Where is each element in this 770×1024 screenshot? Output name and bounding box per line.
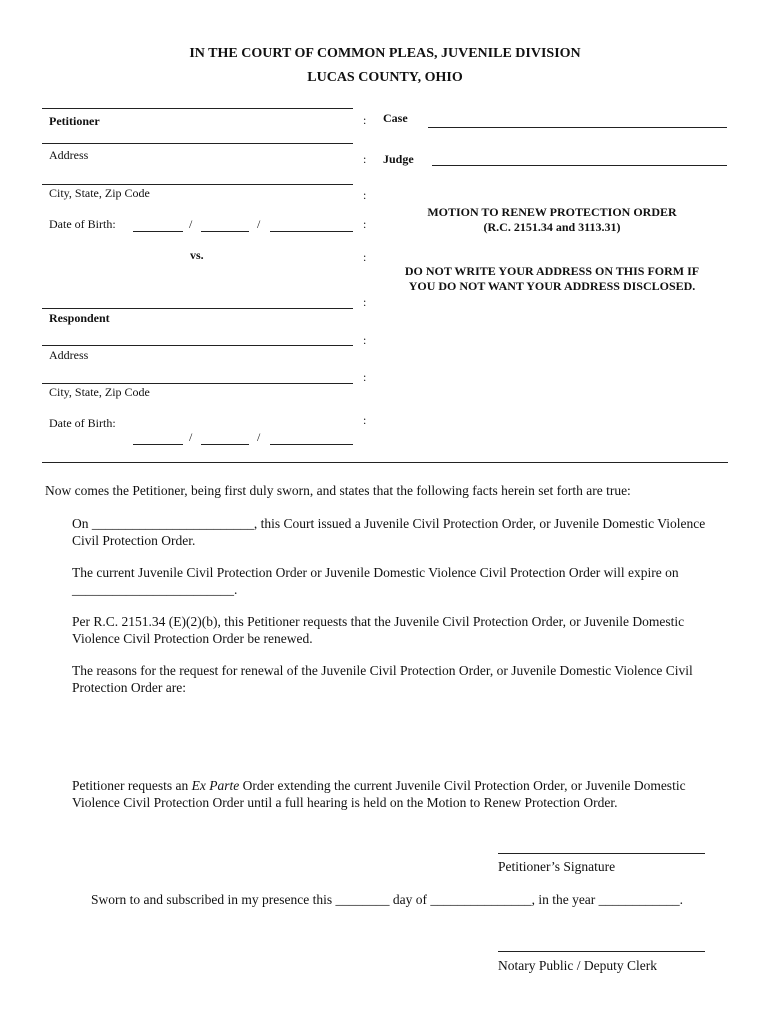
respondent-city-label: City, State, Zip Code: [49, 385, 150, 399]
county-title: LUCAS COUNTY, OHIO: [307, 70, 463, 85]
issue-date-paragraph: On ________________________, this Court issued a Juvenile Civil Protection Order, or Juvenile Domestic Violence Civil Protection Order.: [72, 516, 706, 548]
caption-colon: :: [363, 217, 367, 231]
respondent-dob-year[interactable]: [270, 444, 353, 445]
respondent-label: Respondent: [49, 311, 110, 325]
respondent-name-line[interactable]: [42, 308, 353, 309]
address-warning: YOU DO NOT WANT YOUR ADDRESS DISCLOSED.: [408, 279, 696, 293]
petitioner-name-line[interactable]: [42, 108, 353, 109]
judge-field[interactable]: [432, 165, 727, 166]
ex-parte-paragraph: Petitioner requests an Ex Parte Order extending the current Juvenile Civil Protection Order, or Juvenile Domestic Violence Civil Protection Order until a full hearing is held on the Motion to Renew Protection Order.: [72, 778, 686, 810]
respondent-dob-label: Date of Birth:: [49, 416, 116, 430]
notary-signature-line[interactable]: [498, 951, 705, 952]
dob-slash: /: [189, 430, 193, 444]
respondent-address-label: Address: [49, 348, 89, 362]
expiration-paragraph: The current Juvenile Civil Protection Order or Juvenile Domestic Violence Civil Protection Order will expire on ________________________.: [72, 565, 679, 597]
judge-label: Judge: [383, 152, 414, 166]
petitioner-address-label: Address: [49, 148, 89, 162]
caption-colon: :: [363, 113, 367, 127]
motion-title: MOTION TO RENEW PROTECTION ORDER: [427, 205, 677, 219]
respondent-city-line[interactable]: [42, 383, 353, 384]
caption-colon: :: [363, 152, 367, 166]
renewal-request-paragraph: Per R.C. 2151.34 (E)(2)(b), this Petitioner requests that the Juvenile Civil Protection Order, or Juvenile Domestic Violence Civil Protection Order be renewed.: [72, 614, 685, 646]
caption-colon: :: [363, 250, 367, 264]
motion-statute: (R.C. 2151.34 and 3113.31): [483, 220, 621, 234]
petitioner-address-line[interactable]: [42, 143, 353, 144]
petitioner-dob-month[interactable]: [133, 231, 183, 232]
petitioner-city-label: City, State, Zip Code: [49, 186, 150, 200]
caption-colon: :: [363, 333, 367, 347]
address-warning: DO NOT WRITE YOUR ADDRESS ON THIS FORM IF: [404, 264, 700, 278]
respondent-address-line[interactable]: [42, 345, 353, 346]
notary-signature-label: Notary Public / Deputy Clerk: [498, 958, 657, 973]
petitioner-signature-line[interactable]: [498, 853, 705, 854]
petitioner-dob-year[interactable]: [270, 231, 353, 232]
dob-slash: /: [257, 217, 261, 231]
petitioner-signature-label: Petitioner’s Signature: [498, 859, 616, 874]
issue-date-blank[interactable]: ________________________: [91, 516, 254, 531]
court-title: IN THE COURT OF COMMON PLEAS, JUVENILE DIVISION: [189, 46, 581, 61]
petitioner-label: Petitioner: [49, 114, 100, 128]
caption-colon: :: [363, 413, 367, 427]
petitioner-city-line[interactable]: [42, 184, 353, 185]
vs-label: vs.: [190, 248, 204, 262]
petitioner-dob-day[interactable]: [201, 231, 249, 232]
expiration-date-blank[interactable]: ________________________.: [72, 582, 238, 597]
petitioner-dob-label: Date of Birth:: [49, 217, 116, 231]
caption-colon: :: [363, 370, 367, 384]
intro-paragraph: Now comes the Petitioner, being first duly sworn, and states that the following facts herein set forth are true:: [45, 483, 631, 498]
dob-slash: /: [257, 430, 261, 444]
case-number-field[interactable]: [428, 127, 727, 128]
reasons-paragraph: The reasons for the request for renewal of the Juvenile Civil Protection Order, or Juvenile Domestic Violence Civil Protection Order are:: [72, 663, 693, 695]
dob-slash: /: [189, 217, 193, 231]
sworn-statement: Sworn to and subscribed in my presence this ________ day of _______________, in the year ____________.: [91, 892, 684, 907]
caption-colon: :: [363, 295, 367, 309]
respondent-dob-month[interactable]: [133, 444, 183, 445]
caption-colon: :: [363, 188, 367, 202]
respondent-dob-day[interactable]: [201, 444, 249, 445]
caption-divider: [42, 462, 728, 463]
case-label: Case: [383, 111, 408, 125]
